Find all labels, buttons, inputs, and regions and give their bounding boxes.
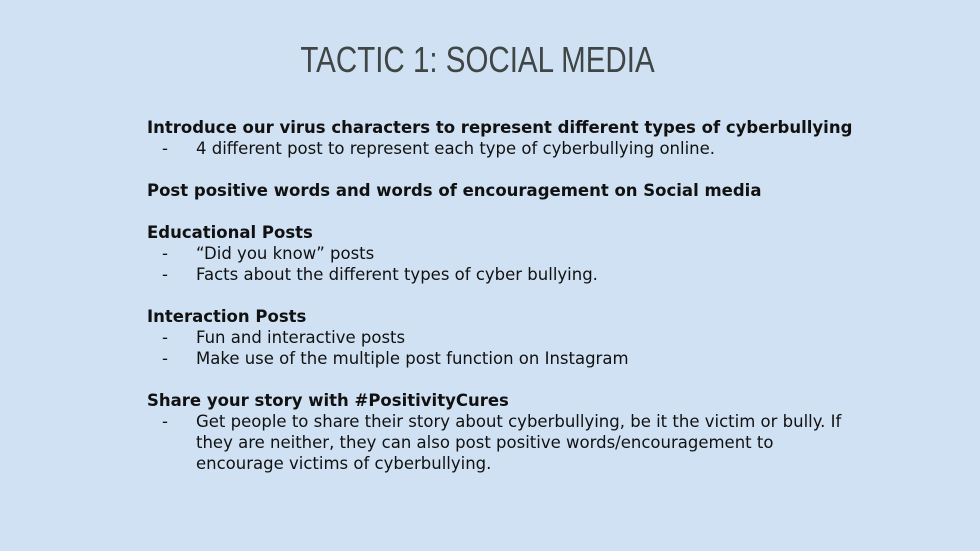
bullet-dash: - [162,265,168,284]
bullet-dash: - [162,139,168,158]
bullet-item [147,138,847,159]
section-interaction-posts [147,306,847,369]
bullet-item [147,348,847,369]
bullet-text: Get people to share their story about cyberbullying, be it the victim or bully. If they are neither, they can also post positive words/encouragement to encourage victims of cyberbullying. [196,412,842,473]
bullet-dash: - [162,244,168,263]
slide-title: TACTIC 1: SOCIAL MEDIA [300,39,655,80]
section-heading: Educational Posts [147,223,313,242]
bullet-list [147,138,847,159]
bullet-text: Fun and interactive posts [196,328,406,347]
bullet-text: Make use of the multiple post function on Instagram [196,349,629,368]
section-heading: Post positive words and words of encouragement on Social media [147,181,762,200]
section-virus-characters [147,117,853,159]
section-heading: Introduce our virus characters to represent different types of cyberbullying [147,118,853,137]
section-educational-posts [147,222,847,285]
bullet-dash: - [162,349,168,368]
bullet-text: Facts about the different types of cyber bullying. [196,265,598,284]
bullet-item [147,411,847,474]
bullet-item [147,327,847,348]
bullet-item [147,264,847,285]
section-heading: Share your story with #PositivityCures [147,391,509,410]
bullet-text: “Did you know” posts [196,244,375,263]
section-share-story [147,390,847,474]
bullet-item [147,243,847,264]
bullet-dash: - [162,412,168,431]
bullet-list [147,243,847,285]
bullet-dash: - [162,328,168,347]
slide-content [147,117,853,474]
bullet-text: 4 different post to represent each type of cyberbullying online. [196,139,716,158]
bullet-list [147,327,847,369]
section-positive-words [147,180,847,201]
section-heading: Interaction Posts [147,307,307,326]
bullet-list [147,411,847,474]
